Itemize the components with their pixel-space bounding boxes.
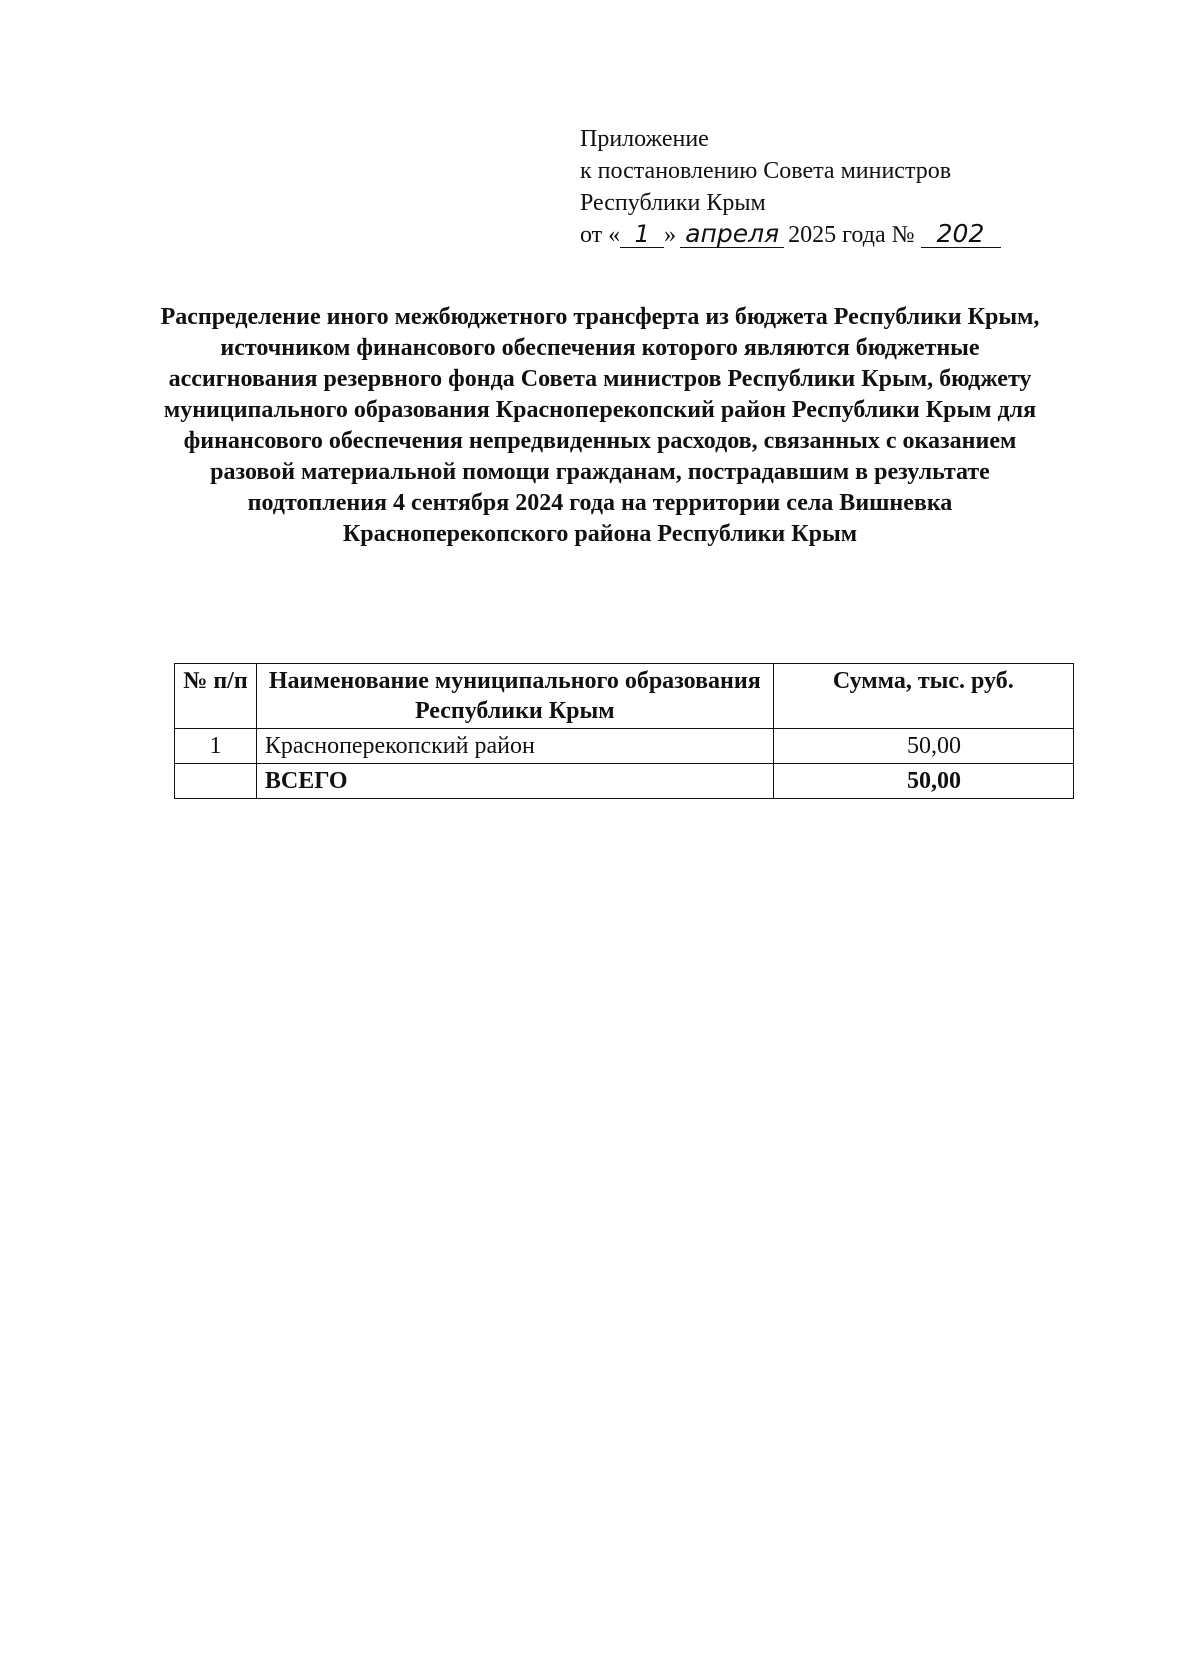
total-sum: 50,00 [773,764,1073,799]
appendix-title: Приложение [580,126,709,152]
appendix-republic: Республики Крым [580,190,766,216]
total-label: ВСЕГО [256,764,773,799]
total-num-empty [175,764,257,799]
handwritten-month: апреля [680,221,784,248]
table-row [175,729,1074,764]
distribution-table [174,663,1074,799]
document-title: Распределение иного межбюджетного трансферта из бюджета Республики Крым, источником финансового обеспечения которого являются бюджетные ассигнования резервного фонда Совета министров Республики Крым, бюджету муниципального образования Красноперекопский район Республики Крым для финансового обеспечения непредвиденных расходов, связанных с оказанием разовой материальной помощи гражданам, пострадавшим в результате подтопления 4 сентября 2024 года на территории села Вишневка Красноперекопского района Республики Крым [160,304,1040,547]
appendix-block [580,123,1001,251]
handwritten-number: 202 [921,221,1001,248]
header-sum: Сумма, тыс. руб. [773,664,1073,729]
header-num: № п/п [175,664,257,729]
table-total-row [175,764,1074,799]
handwritten-day: 1 [620,221,664,248]
appendix-resolution: к постановлению Совета министров [580,158,952,184]
date-mid: » [664,222,677,248]
appendix-date-line [580,219,1001,251]
row-name: Красноперекопский район [256,729,773,764]
date-year: 2025 года № [788,222,915,248]
row-num: 1 [175,729,257,764]
table-header-row [175,664,1074,729]
header-name: Наименование муниципального образования Республики Крым [256,664,773,729]
date-prefix: от « [580,222,621,248]
row-sum: 50,00 [773,729,1073,764]
